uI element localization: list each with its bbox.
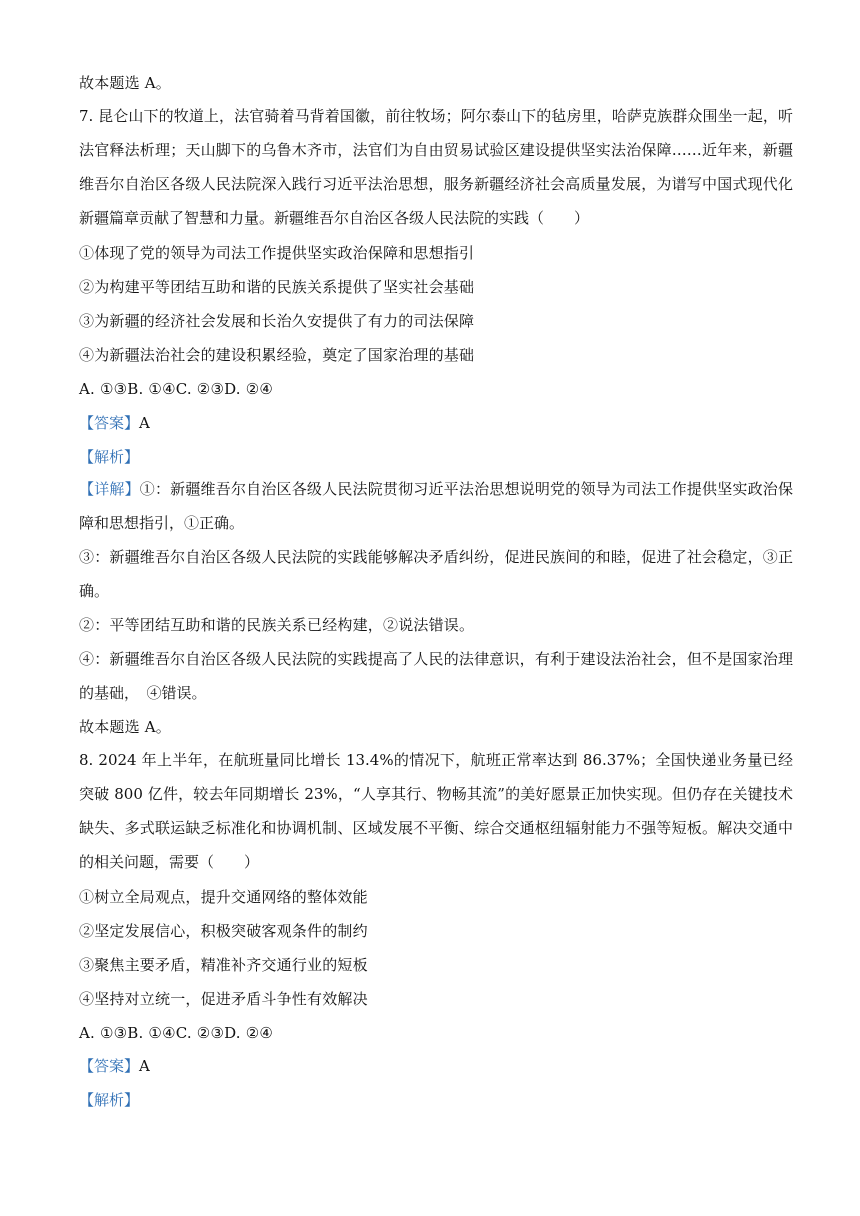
question-7-option-4: ④为新疆法治社会的建设积累经验，奠定了国家治理的基础 xyxy=(79,346,475,364)
question-8-answer xyxy=(79,1056,150,1076)
question-8-choices: A. ①③B. ①④C. ②③D. ②④ xyxy=(79,1024,274,1042)
answer-value: A xyxy=(139,414,150,432)
analysis-tag: 【解析】 xyxy=(79,1091,140,1109)
answer-tag: 【答案】 xyxy=(79,414,140,432)
question-7-detail-1 xyxy=(79,472,793,540)
question-7-detail-2: ②：平等团结互助和谐的民族关系已经构建，②说法错误。 xyxy=(79,616,475,634)
question-7-stem: 7. 昆仑山下的牧道上，法官骑着马背着国徽，前往牧场；阿尔泰山下的毡房里，哈萨克族群众围坐一起，听法官释法析理；天山脚下的乌鲁木齐市，法官们为自由贸易试验区建设提供坚实法治保障……近年来，新疆维吾尔自治区各级人民法院深入践行习近平法治思想，服务新疆经济社会高质量发展，为谱写中国式现代化新疆篇章贡献了智慧和力量。新疆维吾尔自治区各级人民法院的实践（ ） xyxy=(79,107,793,227)
question-7-option-1: ①体现了党的领导为司法工作提供坚实政治保障和思想指引 xyxy=(79,244,475,262)
analysis-tag: 【解析】 xyxy=(79,448,140,466)
answer-tag: 【答案】 xyxy=(79,1057,140,1075)
detail-1-text: ①：新疆维吾尔自治区各级人民法院贯彻习近平法治思想说明党的领导为司法工作提供坚实政治保障和思想指引，①正确。 xyxy=(79,480,793,532)
question-8-option-3: ③聚焦主要矛盾，精准补齐交通行业的短板 xyxy=(79,956,368,974)
question-7-analysis-heading xyxy=(79,447,139,467)
detail-tag: 【详解】 xyxy=(79,480,140,498)
question-7-option-3: ③为新疆的经济社会发展和长治久安提供了有力的司法保障 xyxy=(79,312,475,330)
question-7-conclusion: 故本题选 A。 xyxy=(79,718,172,736)
question-7-detail-4: ④：新疆维吾尔自治区各级人民法院的实践提高了人民的法律意识，有利于建设法治社会，但不是国家治理的基础， ④错误。 xyxy=(79,650,793,702)
answer-value: A xyxy=(139,1057,150,1075)
question-7-option-2: ②为构建平等团结互助和谐的民族关系提供了坚实社会基础 xyxy=(79,278,475,296)
previous-conclusion: 故本题选 A。 xyxy=(79,74,172,92)
question-7-choices: A. ①③B. ①④C. ②③D. ②④ xyxy=(79,380,274,398)
question-7-detail-3: ③：新疆维吾尔自治区各级人民法院的实践能够解决矛盾纠纷，促进民族间的和睦，促进了社会稳定，③正确。 xyxy=(79,548,793,600)
question-8-analysis-heading xyxy=(79,1090,139,1110)
question-7-answer xyxy=(79,413,150,433)
question-8-stem: 8. 2024 年上半年，在航班量同比增长 13.4%的情况下，航班正常率达到 86.37%；全国快递业务量已经突破 800 亿件，较去年同期增长 23%，“人享其行、物畅其流”的美好愿景正加快实现。但仍存在关键技术缺失、多式联运缺乏标准化和协调机制、区域发展不平衡、综合交通枢纽辐射能力不强等短板。解决交通中的相关问题，需要（ ） xyxy=(79,751,793,871)
question-8-option-1: ①树立全局观点，提升交通网络的整体效能 xyxy=(79,888,368,906)
question-8-option-2: ②坚定发展信心，积极突破客观条件的制约 xyxy=(79,922,368,940)
question-8-option-4: ④坚持对立统一，促进矛盾斗争性有效解决 xyxy=(79,990,368,1008)
